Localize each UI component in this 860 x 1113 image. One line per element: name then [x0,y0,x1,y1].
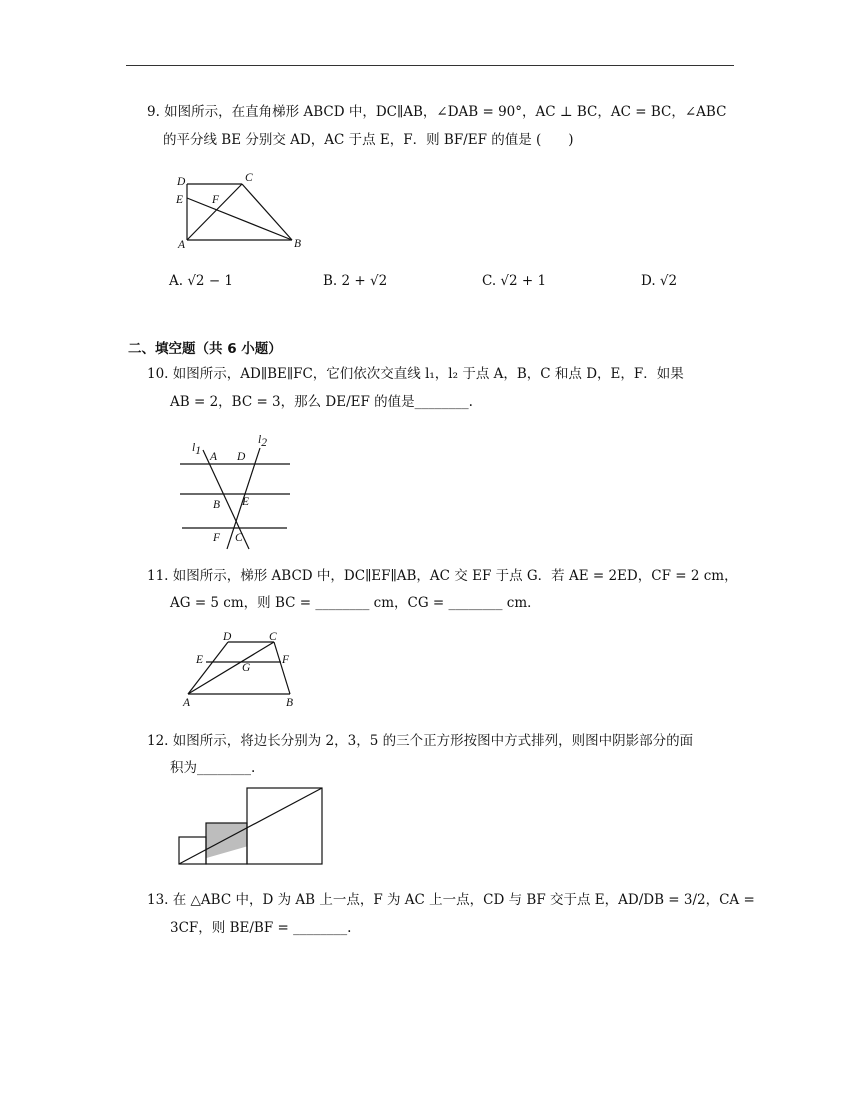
q11-label-e: E [196,654,204,666]
q11-label-g: G [242,662,251,674]
q10-line1: 10. 如图所示，AD∥BE∥FC，它们依次交直线 l₁，l₂ 于点 A，B，C 和点 D，E，F．如果 [147,366,684,382]
header-rule [126,65,734,66]
q9-option-c[interactable]: C. √2 + 1 [482,273,547,289]
q9-label-b: B [294,238,302,250]
q11-label-b: B [286,697,294,709]
q12-square-5 [247,788,322,864]
q9-label-f: F [212,194,220,206]
q9-line2: 的平分线 BE 分别交 AD，AC 于点 E，F．则 BF/EF 的值是 ( ) [163,132,574,148]
q10-label-a: A [210,451,218,463]
q9-option-b[interactable]: B. 2 + √2 [323,273,388,289]
q12-figure [175,783,330,868]
q12-shaded-region [206,823,247,858]
q10-label-e: E [242,496,250,508]
q9-label-a: A [178,239,186,251]
q12-line2: 积为________. [170,760,256,776]
q9-line1: 9. 如图所示，在直角梯形 ABCD 中，DC∥AB，∠DAB = 90°，AC ⊥ BC，AC = BC，∠ABC [147,104,727,120]
q9-option-a[interactable]: A. √2 − 1 [169,273,234,289]
q10-label-b: B [213,499,221,511]
q11-line2: AG = 5 cm，则 BC = ________ cm，CG = ________ cm． [170,595,541,611]
q10-label-l2: l2 [258,434,267,449]
q12-line1: 12. 如图所示，将边长分别为 2，3，5 的三个正方形按图中方式排列，则图中阴影部分的面 [147,733,694,749]
q10-line2: AB = 2，BC = 3，那么 DE/EF 的值是________. [170,394,473,410]
q9-figure [170,170,310,255]
q11-figure [178,628,308,713]
q10-label-c: C [235,532,243,544]
q11-line1: 11. 如图所示，梯形 ABCD 中，DC∥EF∥AB，AC 交 EF 于点 G．若 AE = 2ED，CF = 2 cm， [147,568,738,584]
q9-option-d[interactable]: D. √2 [641,273,678,289]
q9-label-d: D [177,176,186,188]
q10-label-f: F [213,532,221,544]
q11-label-f: F [282,654,290,666]
q10-label-l1: l1 [192,442,201,457]
q11-label-d: D [223,631,232,643]
q9-label-e: E [176,194,184,206]
q12-square-2 [179,837,206,864]
q11-label-a: A [183,697,191,709]
section-title: 二、填空题（共 6 小题） [128,341,282,357]
q9-label-c: C [245,172,253,184]
q13-line1: 13. 在 △ABC 中，D 为 AB 上一点，F 为 AC 上一点，CD 与 BF 交于点 E，AD/DB = 3/2，CA = [147,892,755,908]
q10-label-d: D [237,451,246,463]
q10-figure [170,430,300,555]
q11-label-c: C [269,631,277,643]
q13-line2: 3CF，则 BE/BF = ________. [170,920,352,936]
